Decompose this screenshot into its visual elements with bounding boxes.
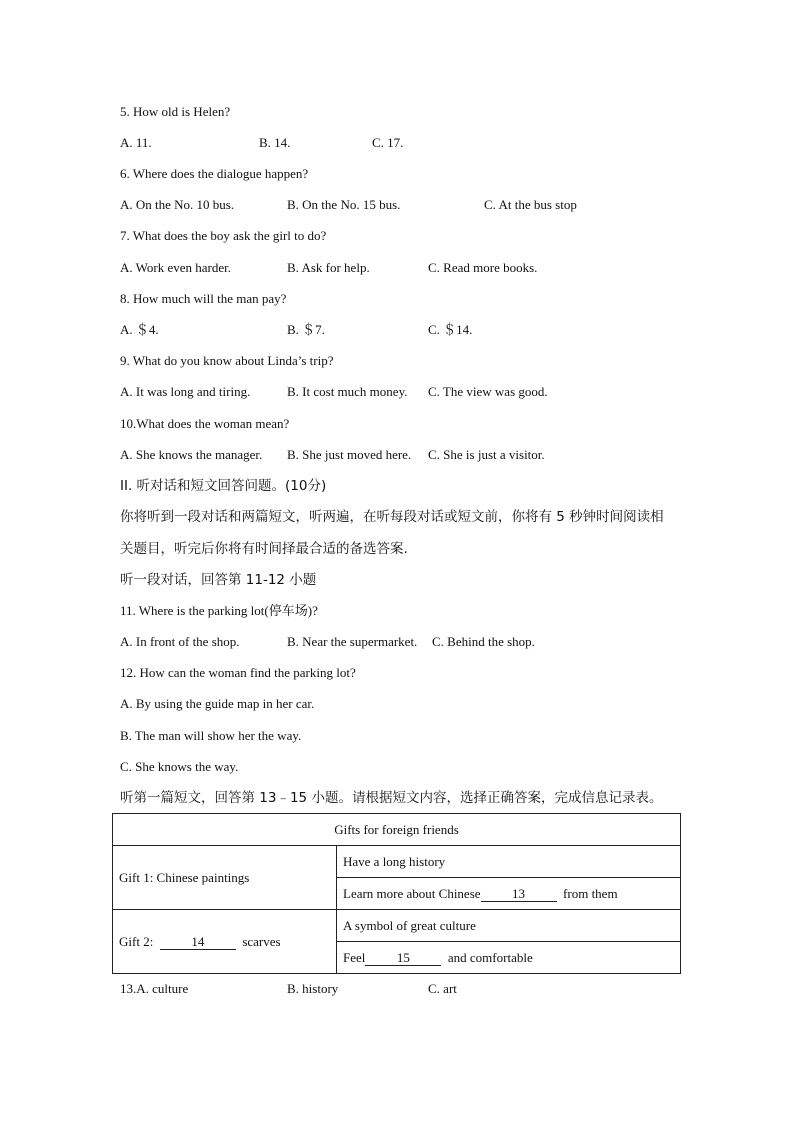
question-10-stem: 10.What does the woman mean?	[120, 416, 290, 431]
gift-2-feel-suffix: and comfortable	[447, 949, 533, 965]
question-7-option-a: A. Work even harder.	[120, 260, 231, 275]
question-5-option-b: B. 14.	[259, 135, 291, 150]
section-2-heading: II. 听对话和短文回答问题。(10分)	[120, 478, 327, 494]
question-5-option-a: A. 11.	[120, 135, 152, 150]
question-11-option-c: C. Behind the shop.	[432, 634, 535, 649]
question-8-stem: 8. How much will the man pay?	[120, 291, 287, 306]
question-9-option-c: C. The view was good.	[428, 384, 548, 399]
question-10-option-b: B. She just moved here.	[287, 447, 412, 462]
question-5-option-c: C. 17.	[372, 135, 404, 150]
gift-2-suffix: scarves	[242, 933, 281, 949]
blank-15: 15	[365, 951, 441, 966]
question-5-stem: 5. How old is Helen?	[120, 104, 231, 119]
question-13-option-b: B. history	[287, 981, 339, 996]
blank-13: 13	[481, 887, 557, 902]
question-7-option-b: B. Ask for help.	[287, 260, 370, 275]
section-2-instruction-line-2: 关题目，听完后你将有时间择最合适的备选答案.	[120, 541, 408, 557]
gift-info-table	[112, 813, 681, 974]
question-12-option-c: C. She knows the way.	[120, 759, 239, 774]
question-6-option-a: A. On the No. 10 bus.	[120, 197, 235, 212]
question-8-option-b: B. ＄7.	[287, 322, 325, 337]
question-6-option-c: C. At the bus stop	[484, 197, 577, 212]
gift-2-symbol-cell: A symbol of great culture	[337, 910, 681, 942]
question-12-option-a: A. By using the guide map in her car.	[120, 696, 315, 711]
gift-1-history-cell: Have a long history	[337, 846, 681, 878]
question-7-option-c: C. Read more books.	[428, 260, 538, 275]
gift-2-feel-prefix: Feel	[343, 949, 366, 965]
gift-2-feel-cell	[337, 942, 681, 974]
question-8-option-c: C. ＄14.	[428, 322, 473, 337]
question-7-stem: 7. What does the boy ask the girl to do?	[120, 228, 327, 243]
question-11-option-b: B. Near the supermarket.	[287, 634, 418, 649]
question-9-stem: 9. What do you know about Linda’s trip?	[120, 353, 334, 368]
section-2-instruction-line-1: 你将听到一段对话和两篇短文，听两遍，在听每段对话或短文前，你将有 5 秒钟时间阅读相	[120, 509, 664, 525]
question-13-option-c: C. art	[428, 981, 457, 996]
question-9-option-a: A. It was long and tiring.	[120, 384, 251, 399]
question-12-stem: 12. How can the woman find the parking lot?	[120, 665, 356, 680]
dialogue-intro: 听一段对话，回答第 11-12 小题	[120, 572, 317, 588]
question-12-option-b: B. The man will show her the way.	[120, 728, 302, 743]
gift-1-learn-cell	[337, 878, 681, 910]
question-6-stem: 6. Where does the dialogue happen?	[120, 166, 309, 181]
gift-1-learn-prefix: Learn more about Chinese	[343, 885, 481, 901]
question-11-option-a: A. In front of the shop.	[120, 634, 240, 649]
gift-1-label: Gift 1: Chinese paintings	[113, 846, 337, 910]
question-11-stem: 11. Where is the parking lot(停车场)?	[120, 603, 318, 618]
question-10-option-a: A. She knows the manager.	[120, 447, 263, 462]
gift-2-label-cell	[113, 910, 337, 974]
question-6-option-b: B. On the No. 15 bus.	[287, 197, 401, 212]
question-8-option-a: A. ＄4.	[120, 322, 159, 337]
question-10-option-c: C. She is just a visitor.	[428, 447, 545, 462]
table-title: Gifts for foreign friends	[113, 814, 681, 846]
gift-2-prefix: Gift 2:	[119, 933, 154, 949]
passage-1-intro: 听第一篇短文，回答第 13﹣15 小题。请根据短文内容，选择正确答案，完成信息记录表。	[120, 790, 663, 806]
gift-1-learn-suffix: from them	[563, 885, 618, 901]
question-13-option-a: 13.A. culture	[120, 981, 189, 996]
question-9-option-b: B. It cost much money.	[287, 384, 408, 399]
blank-14: 14	[160, 935, 236, 950]
